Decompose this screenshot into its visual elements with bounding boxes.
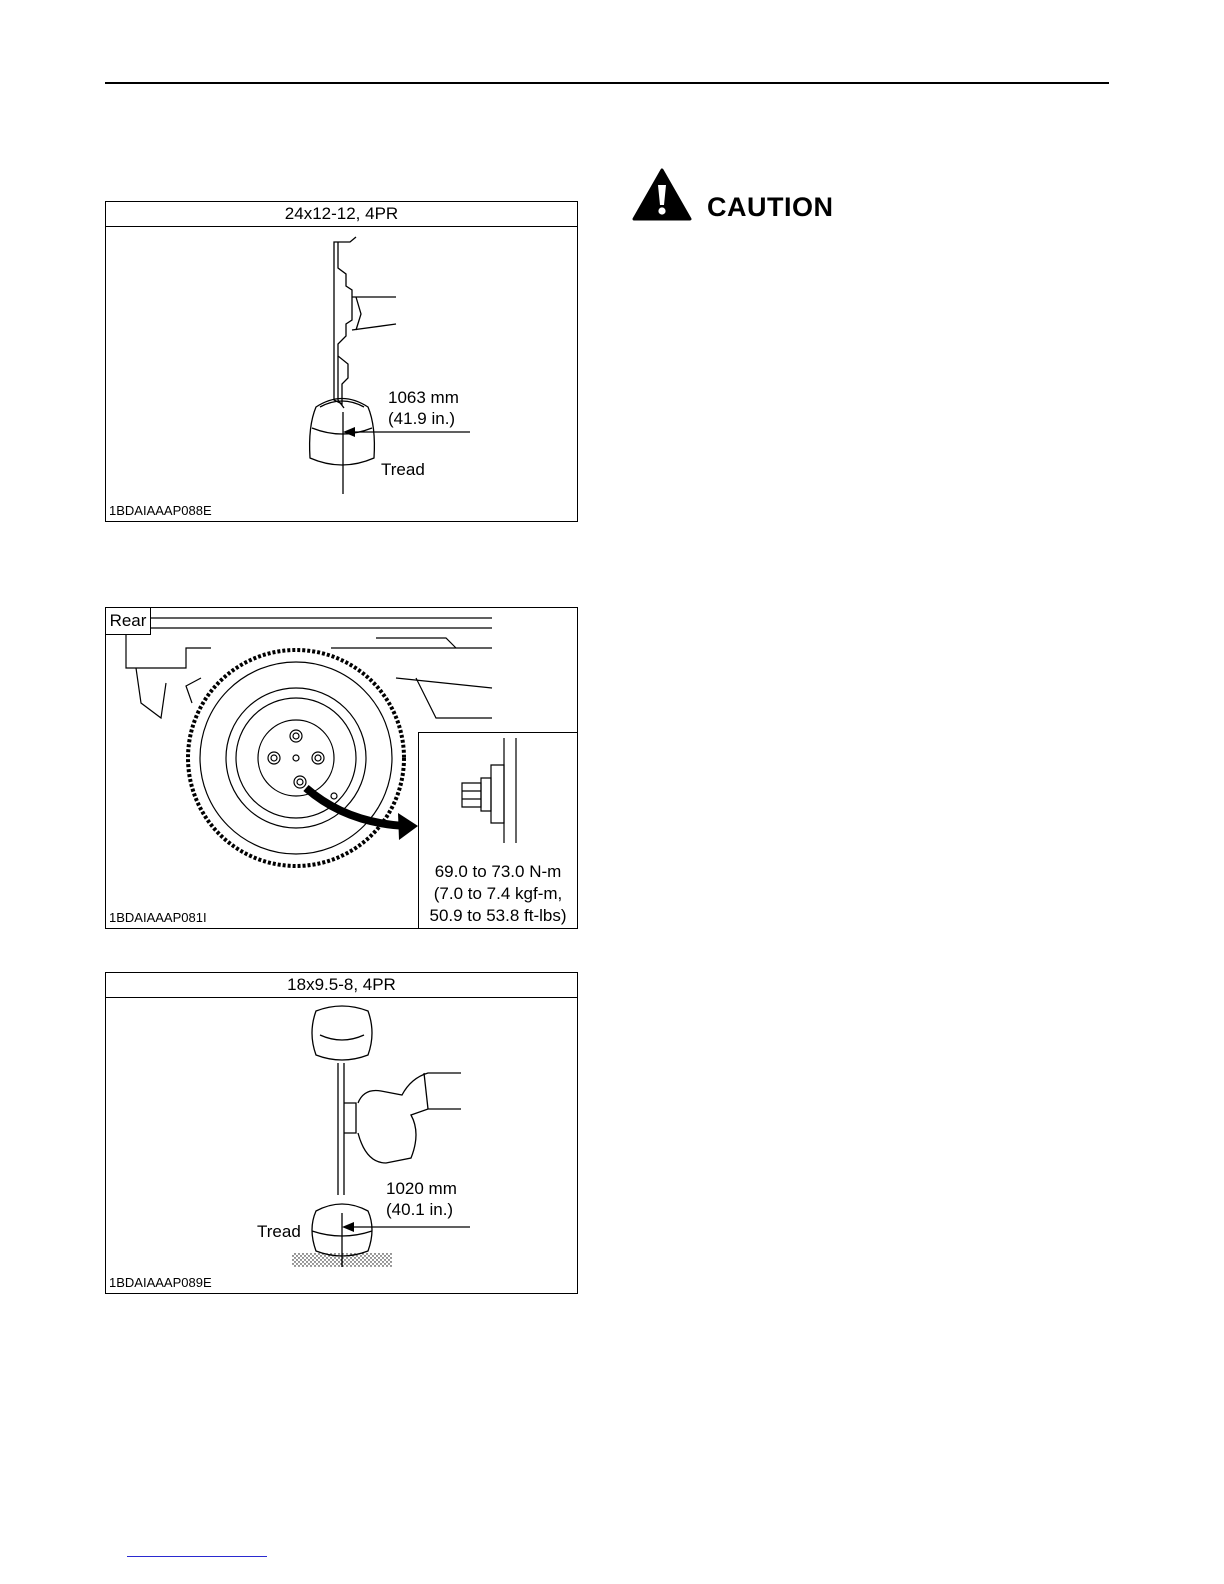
caution-label: CAUTION (707, 192, 834, 222)
figure-rear-wheel-torque (105, 607, 578, 929)
torque-inset (418, 732, 577, 928)
footer-link-underline[interactable] (127, 1556, 267, 1557)
figure-code: 1BDAIAAAP081I (109, 910, 207, 925)
tread-measure-in: (40.1 in.) (386, 1200, 454, 1219)
figure-front-tread-24x12 (105, 201, 578, 522)
torque-ftlbs: 50.9 to 53.8 ft-lbs) (429, 906, 567, 925)
figure-code: 1BDAIAAAP088E (109, 503, 212, 518)
header-rule (105, 82, 1109, 84)
front-wheel-tread-diagram (106, 202, 577, 521)
warning-triangle-icon (632, 168, 692, 222)
tread-label: Tread (381, 460, 425, 479)
tread-measure-mm: 1063 mm (388, 388, 459, 407)
figure-header: 24x12-12, 4PR (106, 202, 577, 227)
tread-label: Tread (257, 1222, 301, 1241)
rear-corner-label: Rear (106, 608, 151, 635)
torque-kgfm: (7.0 to 7.4 kgf-m, (433, 884, 563, 903)
tread-measure-mm: 1020 mm (386, 1179, 457, 1198)
figure-rear-tread-18x9 (105, 972, 578, 1294)
torque-nm: 69.0 to 73.0 N-m (434, 862, 562, 881)
figure-code: 1BDAIAAAP089E (109, 1275, 212, 1290)
figure-header: 18x9.5-8, 4PR (106, 973, 577, 998)
torque-spec (419, 861, 577, 927)
tread-measure-in: (41.9 in.) (388, 409, 456, 428)
rear-wheel-tread-diagram (106, 973, 577, 1293)
